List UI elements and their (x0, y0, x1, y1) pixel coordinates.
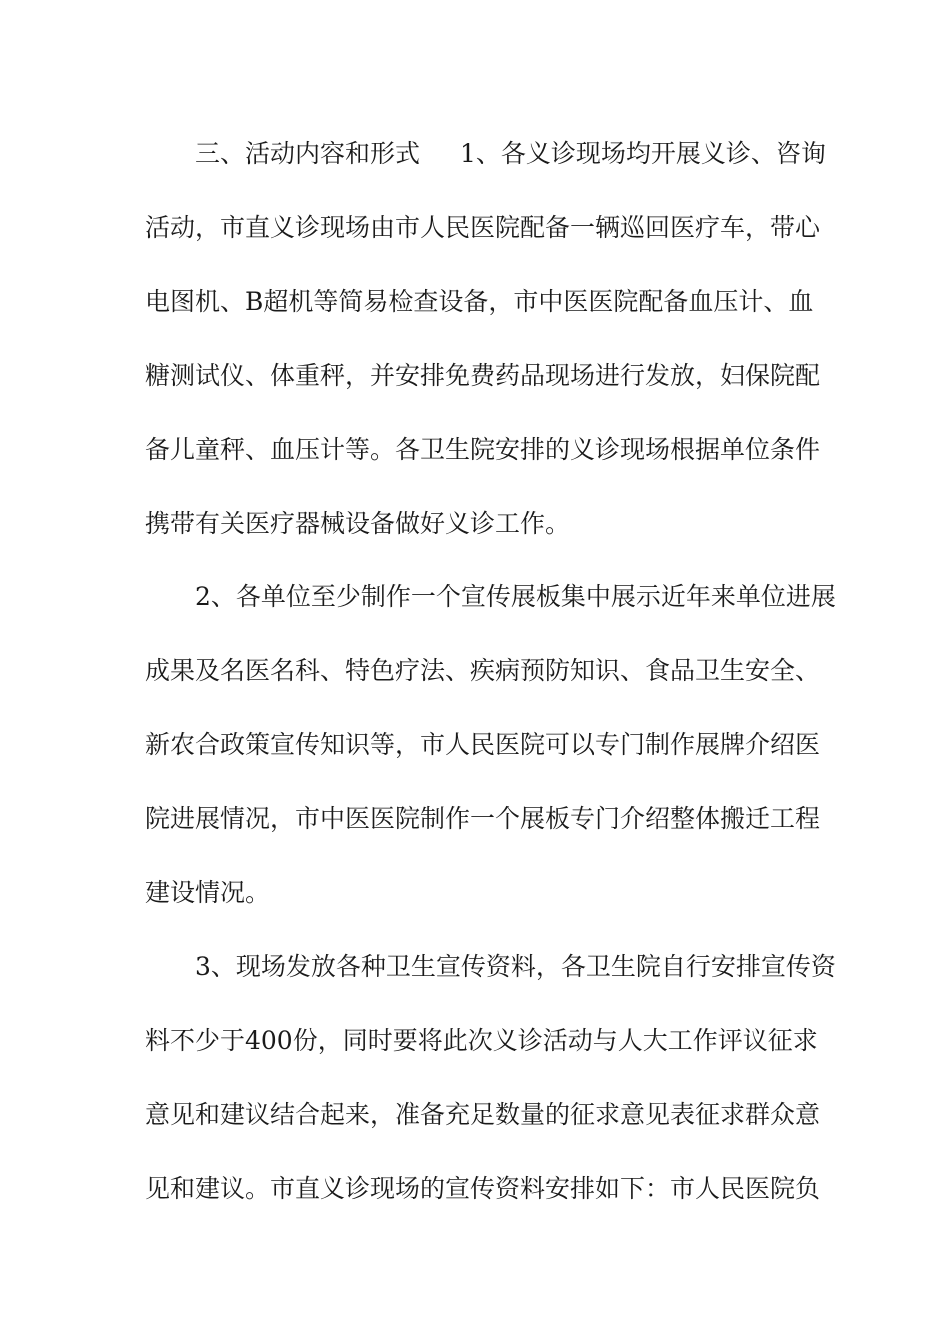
text-line: 3、现场发放各种卫生宣传资料，各卫生院自行安排宣传资 (195, 952, 836, 981)
item-1-start: 1、各义诊现场均开展义诊、咨询 (460, 139, 826, 168)
text-line: 糖测试仪、体重秤，并安排免费药品现场进行发放，妇保院配 (145, 361, 821, 390)
text-line: 新农合政策宣传知识等，市人民医院可以专门制作展牌介绍医 (145, 730, 821, 759)
text-line: 活动，市直义诊现场由市人民医院配备一辆巡回医疗车，带心 (145, 213, 821, 242)
text-line: 料不少于400份，同时要将此次义诊活动与人大工作评议征求 (145, 1026, 818, 1055)
paragraph-item-3 (145, 930, 836, 1226)
paragraph-item-2 (145, 560, 836, 930)
text-line: 意见和建议结合起来，准备充足数量的征求意见表征求群众意 (145, 1100, 821, 1129)
text-line: 携带有关医疗器械设备做好义诊工作。 (145, 509, 571, 538)
text-line: 见和建议。市直义诊现场的宣传资料安排如下：市人民医院负 (145, 1174, 821, 1203)
text-line: 备儿童秤、血压计等。各卫生院安排的义诊现场根据单位条件 (145, 435, 821, 464)
text-line: 2、各单位至少制作一个宣传展板集中展示近年来单位进展 (195, 582, 836, 611)
paragraph-activity-content (145, 117, 826, 561)
text-line: 建设情况。 (145, 878, 271, 907)
section-heading: 三、活动内容和形式 (195, 139, 421, 168)
text-line (145, 117, 826, 191)
text-line: 电图机、B超机等简易检查设备，市中医医院配备血压计、血 (145, 287, 814, 316)
text-line: 成果及名医名科、特色疗法、疾病预防知识、食品卫生安全、 (145, 656, 821, 685)
text-line: 院进展情况，市中医医院制作一个展板专门介绍整体搬迁工程 (145, 804, 821, 833)
